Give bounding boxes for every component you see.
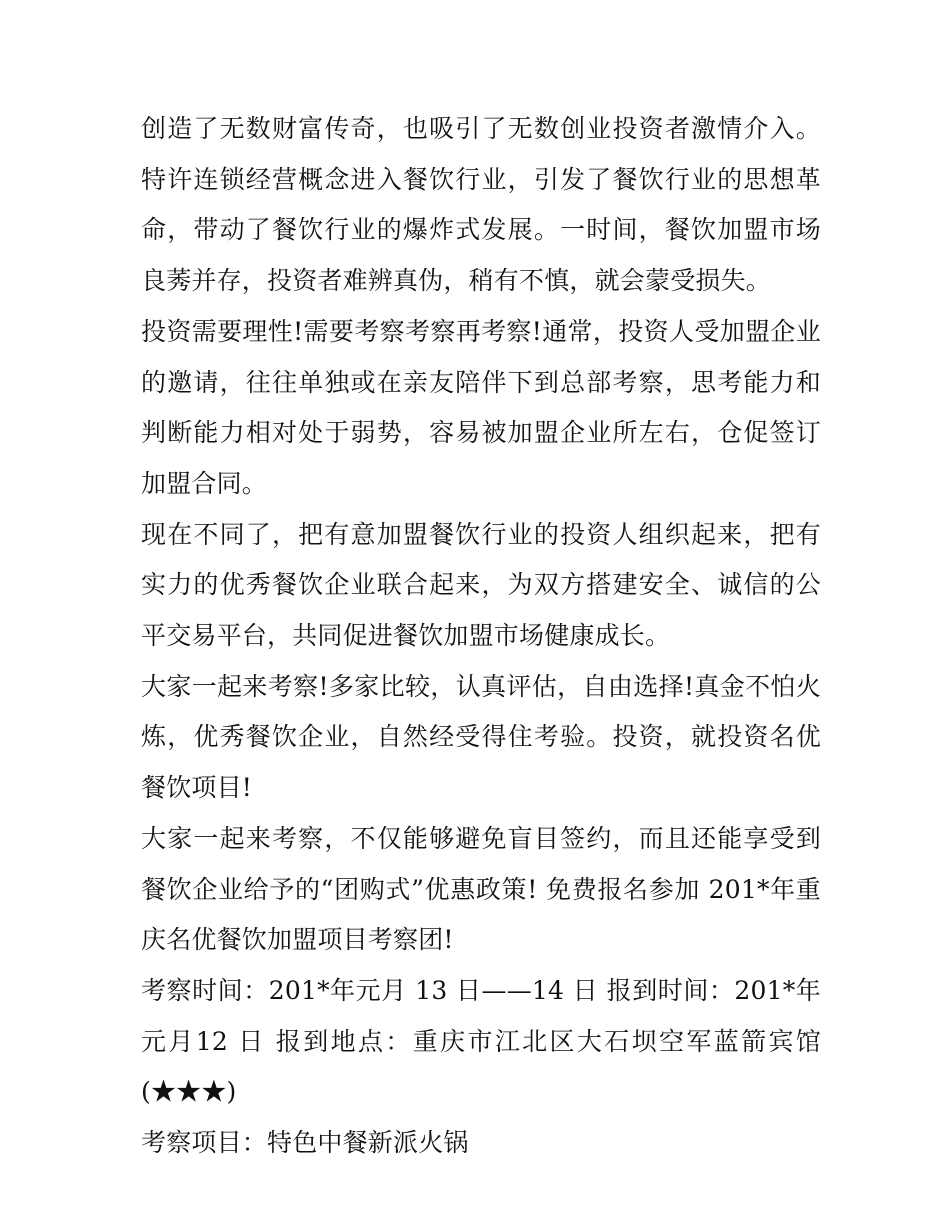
paragraph-intro: 创造了无数财富传奇，也吸引了无数创业投资者激情介入。特许连锁经营概念进入餐饮行业，引发了餐饮行业的思想革命，带动了餐饮行业的爆炸式发展。一时间，餐饮加盟市场良莠并存，投资者难辨真伪，稍有不慎，就会蒙受损失。 bbox=[141, 114, 821, 296]
paragraph-inspect-together: 大家一起来考察!多家比较，认真评估，自由选择!真金不怕火炼，优秀餐饮企业，自然经受得住考验。投资，就投资名优餐饮项目! bbox=[141, 671, 821, 803]
paragraph-projects: 考察项目：特色中餐新派火锅 bbox=[141, 1128, 469, 1158]
paragraph-rational-investment: 投资需要理性!需要考察考察再考察!通常，投资人受加盟企业的邀请，往往单独或在亲友陪伴下到总部考察，思考能力和判断能力相对处于弱势，容易被加盟企业所左右，仓促签订加盟合同。 bbox=[141, 316, 821, 498]
paragraph-group-benefits: 大家一起来考察，不仅能够避免盲目签约，而且还能享受到餐饮企业给予的“团购式”优惠政策! 免费报名参加 201*年重庆名优餐饮加盟项目考察团! bbox=[141, 823, 821, 955]
paragraph-schedule: 考察时间：201*年元月 13 日——14 日 报到时间：201*年元月12 日 报到地点：重庆市江北区大石坝空军蓝箭宾馆(★★★) bbox=[141, 975, 821, 1107]
paragraph-organize-investors: 现在不同了，把有意加盟餐饮行业的投资人组织起来，把有实力的优秀餐饮企业联合起来，为双方搭建安全、诚信的公平交易平台，共同促进餐饮加盟市场健康成长。 bbox=[141, 519, 821, 651]
document-body bbox=[141, 104, 821, 1169]
